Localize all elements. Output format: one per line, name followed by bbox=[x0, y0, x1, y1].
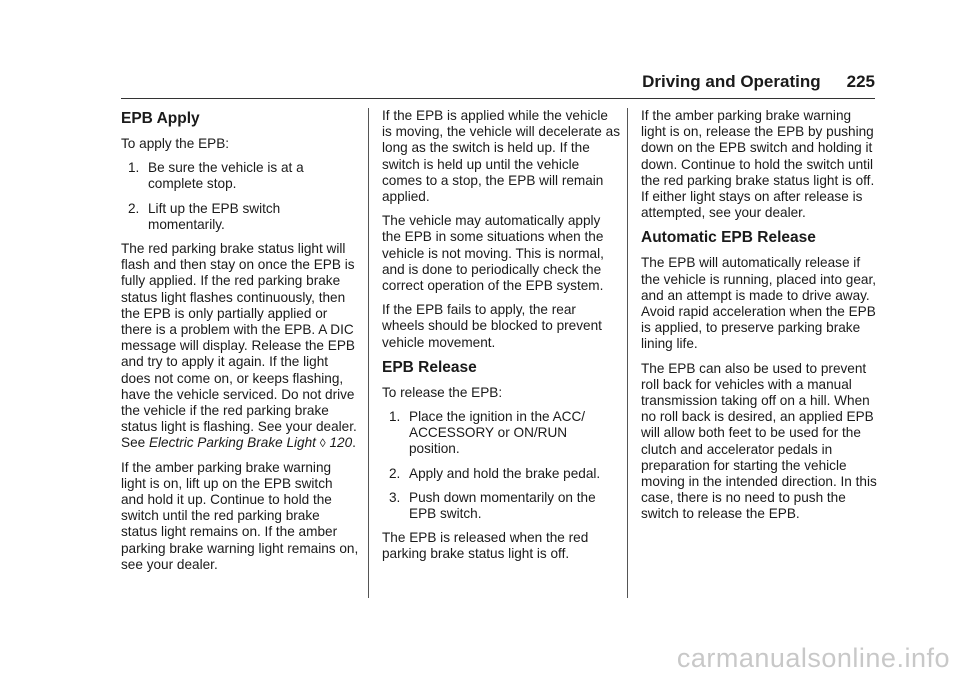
list-item bbox=[128, 160, 359, 192]
step-number: 3. bbox=[389, 489, 401, 505]
step-text: Lift up the EPB switch momentarily. bbox=[148, 200, 281, 232]
step-number: 2. bbox=[389, 465, 401, 481]
section-title: Driving and Operating bbox=[642, 72, 821, 91]
paragraph: The EPB can also be used to prevent roll back for vehicles with a manual transmission taking off on a hill. When no roll back is desired, an applied EPB will allow both feet to be used for the clutch and accelerator pedals in preparation for starting the vehicle moving in the intended direction. In this case, there is no need to push the switch to release the EPB. bbox=[641, 360, 877, 522]
step-text: Be sure the vehicle is at a complete stop. bbox=[148, 160, 304, 192]
paragraph bbox=[121, 241, 359, 452]
reference-page: 120 bbox=[329, 435, 353, 451]
list-item bbox=[128, 201, 359, 233]
paragraph: If the amber parking brake warning light is on, release the EPB by pushing down on the EPB switch and holding it down. Continue to hold the switch until the red parking brake status light is off. If either light stays on after release is attempted, see your dealer. bbox=[641, 108, 875, 221]
step-text: Push down momentarily on the EPB switch. bbox=[409, 489, 596, 522]
paragraph: If the EPB is applied while the vehicle is moving, the vehicle will decelerate as long as the switch is held up. If the switch is held up until the vehicle comes to a stop, the EPB will remain applied. bbox=[382, 108, 621, 205]
paragraph: The vehicle may automatically apply the EPB in some situations when the vehicle is not moving. This is normal, and is done to periodically check the correct operation of the EPB system. bbox=[382, 213, 604, 294]
paragraph-end: . bbox=[352, 435, 356, 451]
column-3 bbox=[641, 108, 879, 531]
column-divider-1 bbox=[368, 108, 369, 598]
paragraph: The EPB will automatically release if the vehicle is running, placed into gear, and an attempt is made to drive away. Avoid rapid acceleration when the EPB is applied, to preserve parking brake lining life. bbox=[641, 255, 877, 352]
release-intro: To release the EPB: bbox=[382, 384, 503, 400]
column-divider-2 bbox=[627, 108, 628, 598]
heading-epb-release: EPB Release bbox=[382, 358, 477, 376]
apply-steps bbox=[121, 160, 359, 233]
column-2 bbox=[382, 108, 620, 571]
page-number: 225 bbox=[846, 72, 875, 91]
step-text: Apply and hold the brake pedal. bbox=[409, 465, 601, 481]
paragraph-text: The red parking brake status light will flash and then stay on once the EPB is fully applied. If the red parking brake status light flashes continuously, then the EPB is only partially applied or there is a problem with the EPB. A DIC message will display. Release the EPB and try to apply it again. If the light does not come on, or keeps flashing, have the vehicle serviced. Do not drive the vehicle if the red parking brake status light is flashing. See your dealer. See bbox=[121, 241, 357, 451]
column-1 bbox=[121, 108, 359, 581]
watermark: carmanualsonline.info bbox=[676, 643, 950, 673]
release-steps bbox=[382, 409, 620, 522]
cross-reference-link[interactable] bbox=[149, 435, 352, 450]
list-item bbox=[389, 490, 620, 522]
paragraph: If the amber parking brake warning light is on, lift up on the EPB switch and hold it up. Continue to hold the switch until the red parking brake status light remains on. If the amber parking brake warning light remains on, see your dealer. bbox=[121, 459, 359, 572]
list-item bbox=[389, 466, 620, 482]
step-number: 2. bbox=[128, 200, 140, 216]
apply-intro: To apply the EPB: bbox=[121, 136, 230, 151]
reference-title: Electric Parking Brake Light bbox=[148, 435, 316, 451]
step-number: 1. bbox=[389, 409, 401, 425]
header-rule bbox=[121, 98, 875, 99]
paragraph: If the EPB fails to apply, the rear wheels should be blocked to prevent vehicle movement. bbox=[382, 302, 602, 350]
heading-automatic-epb-release: Automatic EPB Release bbox=[641, 229, 816, 247]
step-number: 1. bbox=[128, 160, 140, 176]
step-text: Place the ignition in the ACC/ ACCESSORY or ON/RUN position. bbox=[409, 409, 586, 457]
heading-epb-apply: EPB Apply bbox=[121, 110, 200, 127]
page-reference-icon: ◊ bbox=[319, 436, 326, 451]
running-header bbox=[642, 72, 875, 92]
list-item bbox=[389, 409, 620, 458]
paragraph: The EPB is released when the red parking brake status light is off. bbox=[382, 530, 589, 562]
